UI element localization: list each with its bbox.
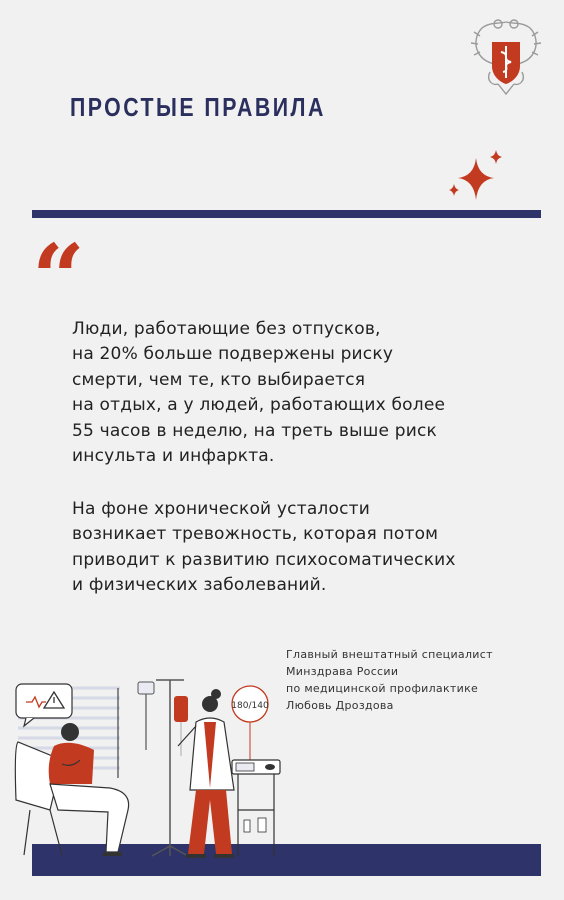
iv-stand xyxy=(152,680,188,856)
attribution xyxy=(286,646,556,714)
medical-cart xyxy=(232,760,280,856)
quote-line: возникает тревожность, которая потом xyxy=(72,524,439,545)
quote-line: 55 часов в неделю, на треть выше риск xyxy=(72,420,437,441)
attribution-line: Минздрава России xyxy=(286,665,399,678)
quote-mark-icon: “ xyxy=(32,224,85,332)
quote-paragraph-2 xyxy=(72,497,542,599)
attribution-line: по медицинской профилактике xyxy=(286,682,479,695)
bp-reading: 180/140 xyxy=(231,701,269,711)
attribution-name: Любовь Дроздова xyxy=(286,699,394,712)
sparkle-icon xyxy=(444,146,508,208)
quote-line: инсульта и инфаркта. xyxy=(72,446,275,467)
page-title: ПРОСТЫЕ ПРАВИЛА xyxy=(70,92,326,122)
quote-line: приводит к развитию психосоматических xyxy=(72,549,456,570)
quote-line: и физических заболеваний. xyxy=(72,575,327,596)
medical-illustration xyxy=(10,660,310,875)
quote-line: на 20% больше подвержены риску xyxy=(72,344,394,365)
patient-figure xyxy=(49,723,129,856)
quote-line: На фоне хронической усталости xyxy=(72,499,370,519)
attribution-line: Главный внештатный специалист xyxy=(286,648,493,661)
quote-line: смерти, чем те, кто выбирается xyxy=(72,369,366,390)
quote-line: на отдых, а у людей, работающих более xyxy=(72,395,446,416)
divider-line xyxy=(32,210,541,218)
blood-pressure-bubble xyxy=(231,686,269,760)
ministry-emblem-icon xyxy=(468,14,544,100)
warning-bubble-icon xyxy=(16,684,72,726)
quote-paragraph-1 xyxy=(72,317,542,469)
quote-line: Люди, работающие без отпусков, xyxy=(72,319,381,339)
